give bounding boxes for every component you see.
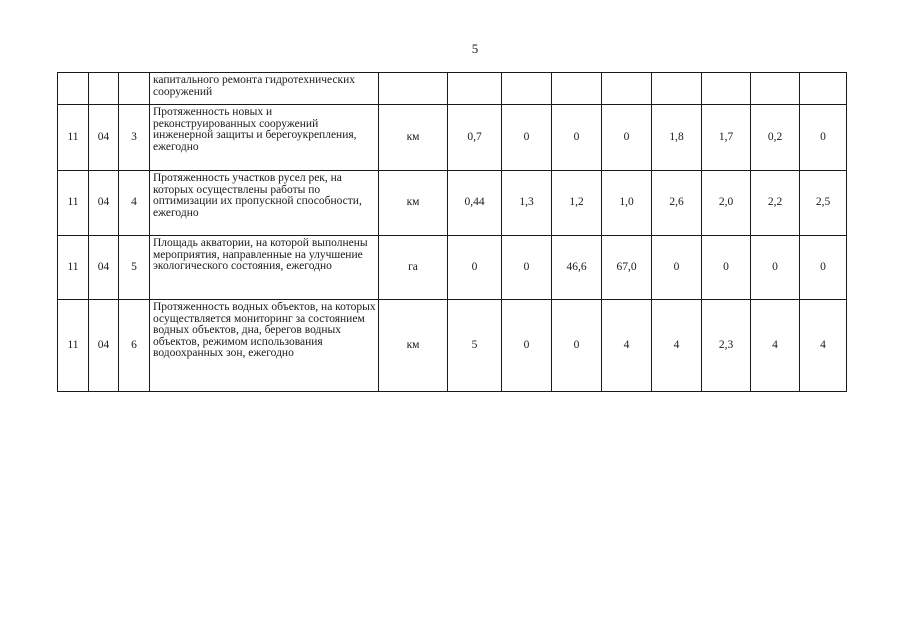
value-cell-8: 2,5 <box>800 171 847 236</box>
code-1-cell: 11 <box>58 236 89 300</box>
unit-cell: км <box>379 171 448 236</box>
value-cell-8: 4 <box>800 300 847 392</box>
value-cell-1: 0,7 <box>448 105 502 171</box>
code-1-cell <box>58 73 89 105</box>
indicator-name-cell: Протяженность участков русел рек, на которых осуществлены работы по оптимизации их пропускной способности, ежегодно <box>150 171 379 236</box>
value-cell-5: 4 <box>652 300 702 392</box>
code-1-cell: 11 <box>58 105 89 171</box>
unit-cell <box>379 73 448 105</box>
unit-cell: км <box>379 105 448 171</box>
value-cell-5: 1,8 <box>652 105 702 171</box>
value-cell-6: 2,3 <box>702 300 751 392</box>
indicators-table <box>57 72 847 392</box>
value-cell-6 <box>702 73 751 105</box>
value-cell-7 <box>751 73 800 105</box>
code-3-cell: 3 <box>119 105 150 171</box>
value-cell-6: 2,0 <box>702 171 751 236</box>
indicator-name-cell: Протяженность водных объектов, на которых осуществляется мониторинг за состоянием водных объектов, дна, берегов водных объектов, режимом использования водоохранных зон, ежегодно <box>150 300 379 392</box>
table-row <box>58 73 847 105</box>
indicator-name-cell: капитального ремонта гидротехнических сооружений <box>150 73 379 105</box>
value-cell-1: 0 <box>448 236 502 300</box>
value-cell-7: 4 <box>751 300 800 392</box>
value-cell-5: 2,6 <box>652 171 702 236</box>
value-cell-1: 0,44 <box>448 171 502 236</box>
value-cell-4: 1,0 <box>602 171 652 236</box>
value-cell-2: 1,3 <box>502 171 552 236</box>
value-cell-3: 46,6 <box>552 236 602 300</box>
code-2-cell <box>89 73 119 105</box>
value-cell-5 <box>652 73 702 105</box>
table-row <box>58 300 847 392</box>
code-3-cell <box>119 73 150 105</box>
value-cell-3: 0 <box>552 300 602 392</box>
indicator-name-cell: Площадь акватории, на которой выполнены мероприятия, направленные на улучшение экологического состояния, ежегодно <box>150 236 379 300</box>
code-2-cell: 04 <box>89 171 119 236</box>
table-body <box>58 73 847 392</box>
code-2-cell: 04 <box>89 105 119 171</box>
value-cell-7: 0 <box>751 236 800 300</box>
value-cell-7: 0,2 <box>751 105 800 171</box>
value-cell-4 <box>602 73 652 105</box>
value-cell-2: 0 <box>502 105 552 171</box>
value-cell-8 <box>800 73 847 105</box>
value-cell-2 <box>502 73 552 105</box>
code-1-cell: 11 <box>58 300 89 392</box>
value-cell-8: 0 <box>800 236 847 300</box>
code-1-cell: 11 <box>58 171 89 236</box>
value-cell-3: 1,2 <box>552 171 602 236</box>
unit-cell: га <box>379 236 448 300</box>
table-row <box>58 105 847 171</box>
value-cell-6: 0 <box>702 236 751 300</box>
value-cell-4: 0 <box>602 105 652 171</box>
code-3-cell: 4 <box>119 171 150 236</box>
value-cell-1 <box>448 73 502 105</box>
value-cell-6: 1,7 <box>702 105 751 171</box>
code-2-cell: 04 <box>89 300 119 392</box>
value-cell-5: 0 <box>652 236 702 300</box>
code-3-cell: 5 <box>119 236 150 300</box>
value-cell-2: 0 <box>502 236 552 300</box>
table-row <box>58 171 847 236</box>
code-2-cell: 04 <box>89 236 119 300</box>
unit-cell: км <box>379 300 448 392</box>
code-3-cell: 6 <box>119 300 150 392</box>
value-cell-2: 0 <box>502 300 552 392</box>
value-cell-8: 0 <box>800 105 847 171</box>
value-cell-3 <box>552 73 602 105</box>
value-cell-4: 4 <box>602 300 652 392</box>
value-cell-4: 67,0 <box>602 236 652 300</box>
value-cell-7: 2,2 <box>751 171 800 236</box>
page-number: 5 <box>471 41 479 56</box>
indicator-name-cell: Протяженность новых и реконструированных сооружений инженерной защиты и берегоукрепления, ежегодно <box>150 105 379 171</box>
value-cell-1: 5 <box>448 300 502 392</box>
table-row <box>58 236 847 300</box>
value-cell-3: 0 <box>552 105 602 171</box>
